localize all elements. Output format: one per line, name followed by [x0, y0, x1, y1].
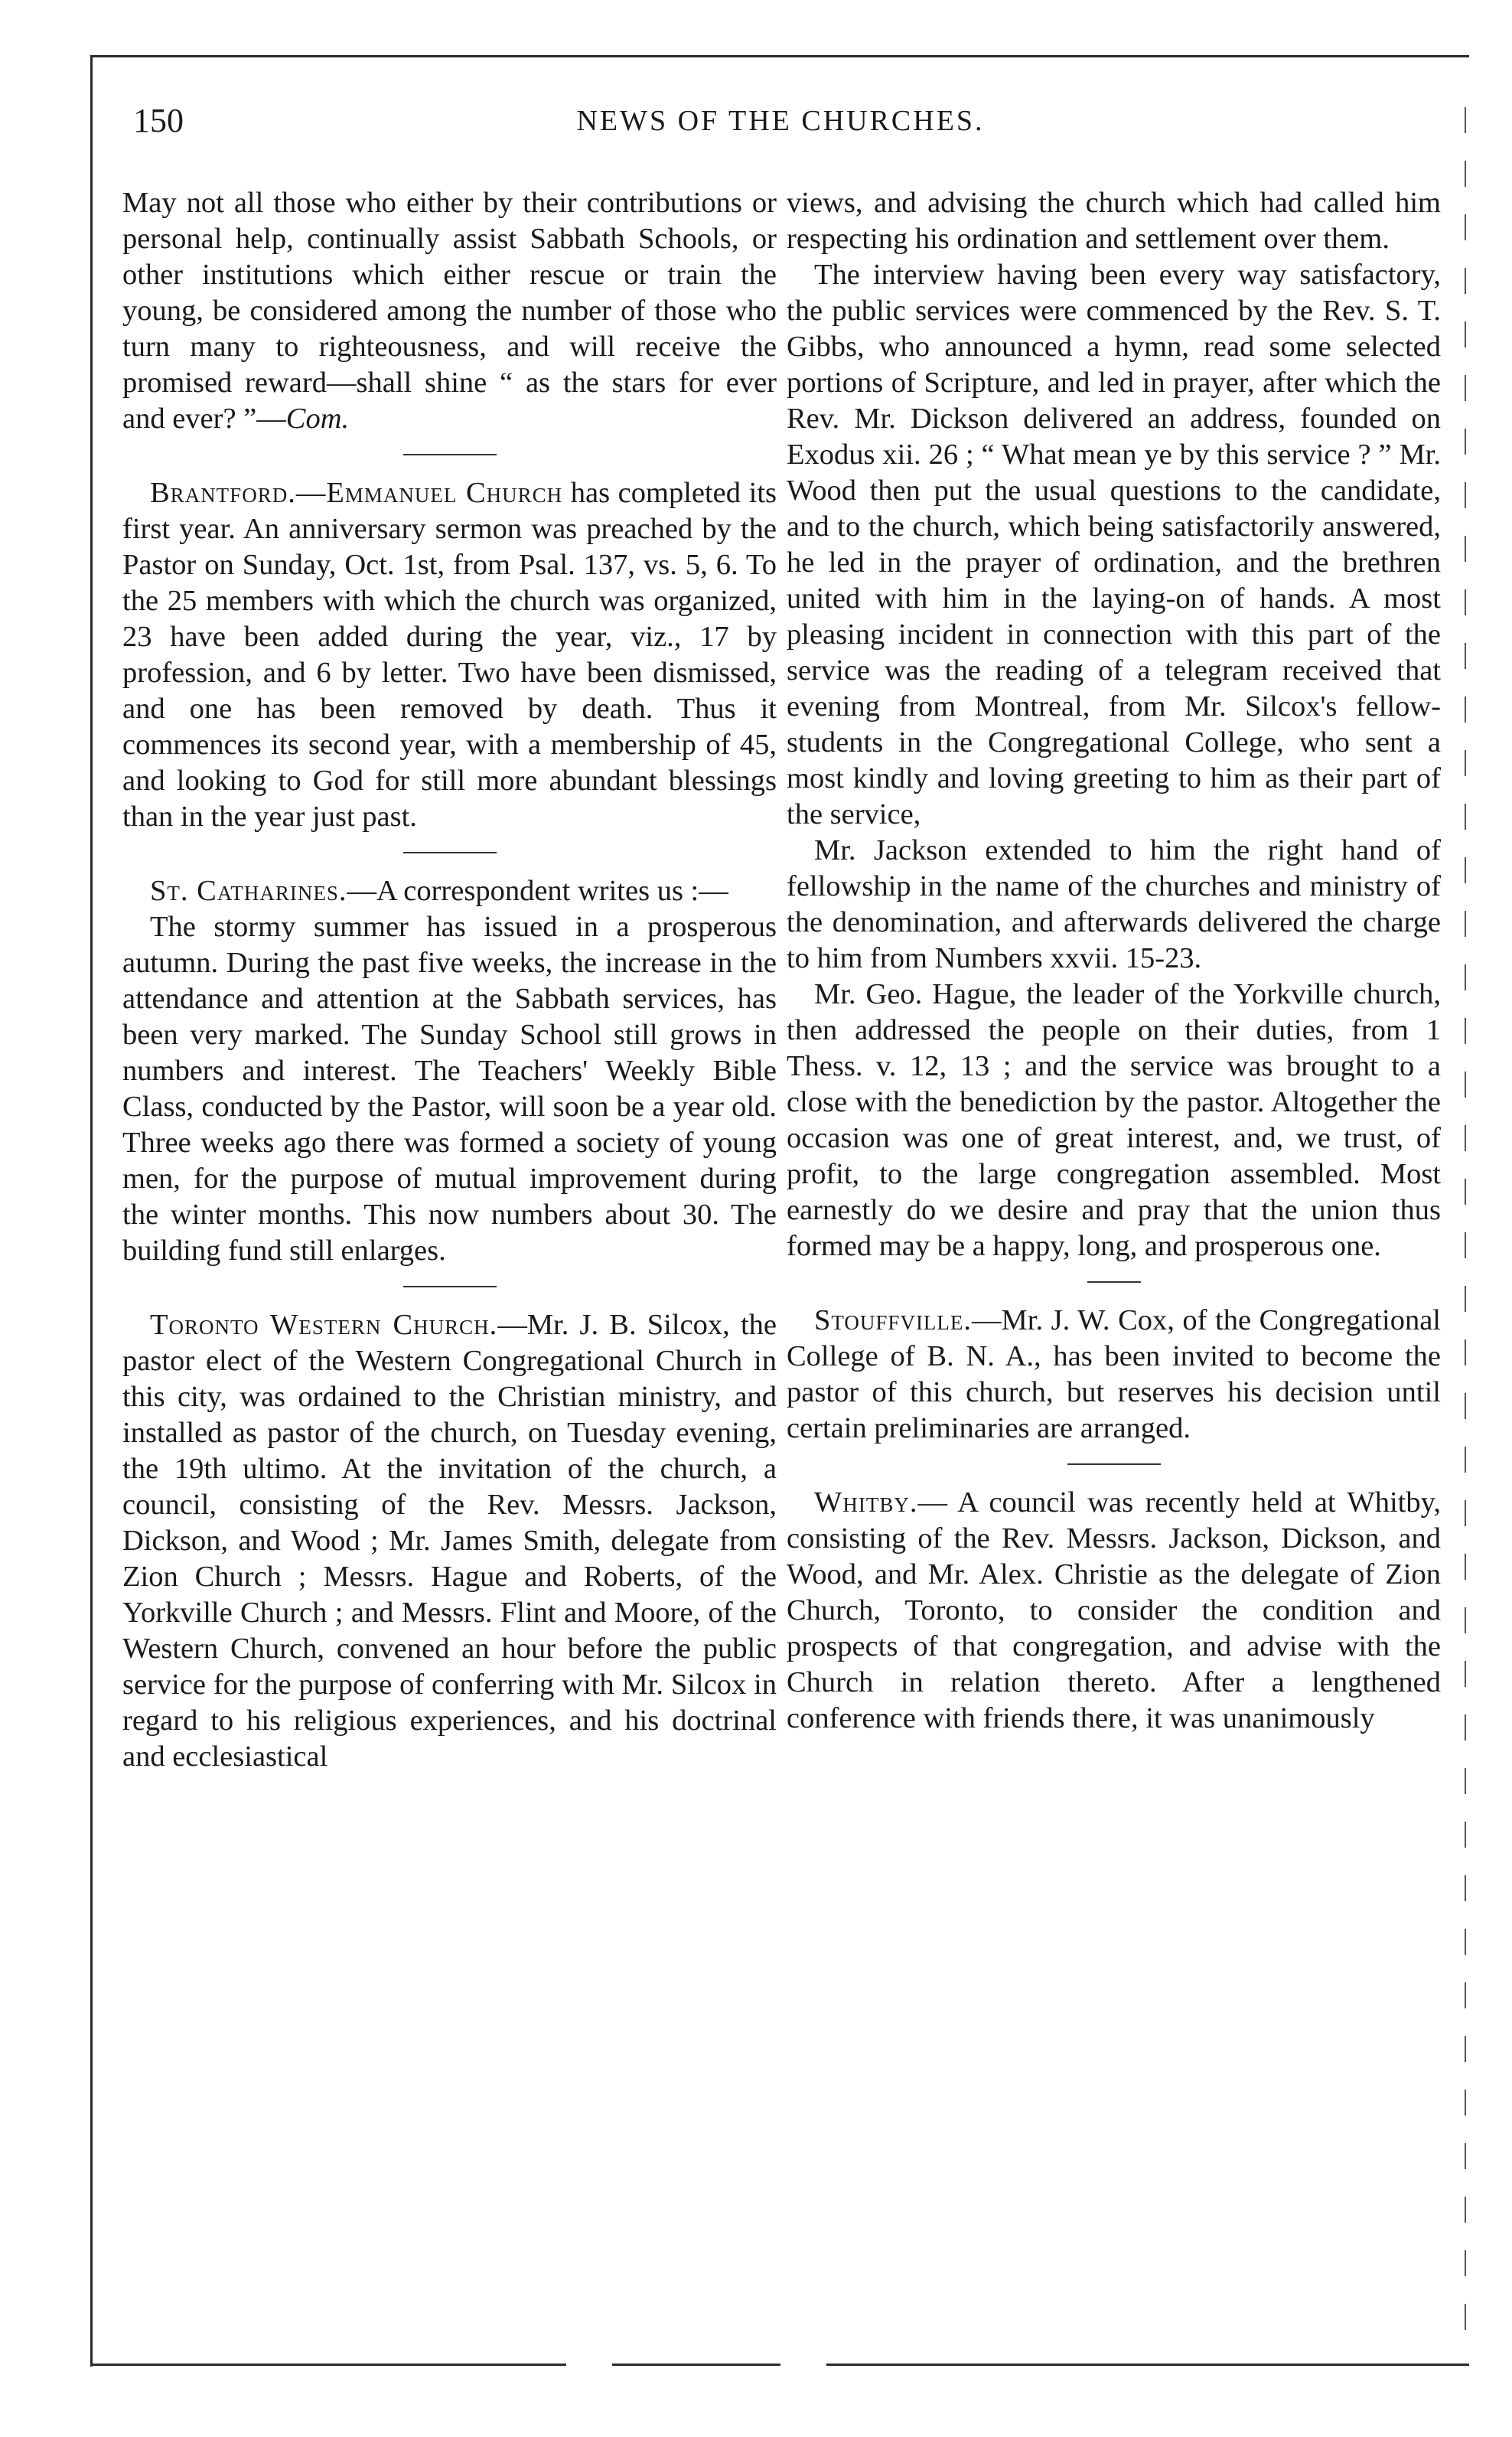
brantford-text: has completed its first year. An anniversary sermon was preached by the Pastor on Sunday, Oct. 1st, from Psal. 137, vs. 5, 6. To the 25 members with which the church was organized, 23 have been added during the year, viz., 17 by profession, and 6 by letter. Two have been dismissed, and one has been removed by death. Thus it commences its second year, with a membership of 45, and looking to God for still more abundant blessings than in the year just past. — [122, 477, 777, 833]
section-divider — [403, 454, 497, 455]
signature-com: Com. — [285, 403, 350, 435]
top-rule — [92, 55, 1469, 57]
public-services-paragraph: The interview having been every way satisfactory, the public services were commenced by the Rev. S. T. Gibbs, who announced a hymn, read some selected portions of Scripture, and led in prayer, after which the Rev. Mr. Dickson delivered an address, founded on Exodus xii. 26 ; “ What mean ye by this service ? ” Mr. Wood then put the usual questions to the candidate, and to the church, which being satisfactorily answered, he led in the prayer of ordination, and the brethren united with him in the laying-on of hands. A most pleasing incident in connection with this part of the service was the reading of a telegram received that evening from Montreal, from Mr. Silcox's fellow-students in the Congregational College, who sent a most kindly and loving greeting to him as their part of the service, — [787, 259, 1441, 830]
st-catharines-paragraph — [122, 873, 777, 909]
st-catharines-heading: St. Catharines. — [150, 875, 347, 907]
toronto-western-paragraph — [122, 1307, 777, 1775]
page-header — [115, 98, 1446, 144]
toronto-western-heading: Toronto Western Church. — [150, 1309, 498, 1341]
whitby-paragraph — [787, 1485, 1441, 1737]
ordination-continued: views, and advising the church which had called him respecting his ordination and settlement over them. — [787, 187, 1441, 255]
page-number: 150 — [133, 102, 184, 139]
section-divider — [1067, 1463, 1161, 1465]
sabbath-school-paragraph — [122, 185, 777, 437]
toronto-western-text: —Mr. J. B. Silcox, the pastor elect of the Western Congregational Church in this city, was ordained to the Christian ministry, and installed as pastor of the church, on Tuesday evening, the 19th ultimo. At the invitation of the church, a council, consisting of the Rev. Messrs. Jackson, Dickson, and Wood ; Mr. James Smith, delegate from Zion Church ; Messrs. Hague and Roberts, of the Yorkville Church ; and Messrs. Flint and Moore, of the Western Church, convened an hour before the public service for the purpose of conferring with Mr. Silcox in regard to his religious experiences, and his doctrinal and ecclesiastical — [122, 1309, 777, 1773]
brantford-paragraph — [122, 475, 777, 835]
right-hand-fellowship-paragraph: Mr. Jackson extended to him the right hand of fellowship in the name of the churches and ministry of the denomination, and afterwards delivered the charge to him from Numbers xxvii. 15-23. — [787, 834, 1441, 974]
right-rule — [1465, 107, 1466, 2342]
bottom-rule — [92, 2364, 1469, 2366]
st-catharines-letter: The stormy summer has issued in a prosperous autumn. During the past five weeks, the increase in the attendance and attention at the Sabbath services, has been very marked. The Sunday School still grows in numbers and interest. The Teachers' Weekly Bible Class, conducted by the Pastor, will soon be a year old. Three weeks ago there was formed a society of young men, for the purpose of mutual improvement during the winter months. This now numbers about 30. The building fund still enlarges. — [122, 911, 777, 1267]
sabbath-school-text: May not all those who either by their contributions or personal help, continually assist Sabbath Schools, or other institutions which either rescue or train the young, be considered among the number of those who turn many to righteousness, and will receive the promised reward—shall shine “ as the stars for ever and ever? ”— — [122, 187, 777, 435]
stouffville-paragraph — [787, 1303, 1441, 1447]
brantford-heading: Brantford.—Emmanuel Church — [150, 477, 563, 509]
whitby-heading: Whitby. — [814, 1486, 918, 1519]
left-rule — [90, 55, 93, 2367]
section-divider — [403, 1286, 497, 1287]
st-catharines-intro: —A correspondent writes us :— — [347, 875, 728, 907]
section-divider — [403, 852, 497, 853]
hague-address-paragraph: Mr. Geo. Hague, the leader of the Yorkville church, then addressed the people on their duties, from 1 Thess. v. 12, 13 ; and the service was brought to a close with the benediction by the pastor. Altogether the occasion was one of great interest, and, we trust, of profit, to the large congregation assembled. Most earnestly do we desire and pray that the union thus formed may be a happy, long, and prosperous one. — [787, 978, 1441, 1262]
running-title: NEWS OF THE CHURCHES. — [576, 105, 985, 137]
stouffville-text: —Mr. J. W. Cox, of the Congregational College of B. N. A., has been invited to become the pastor of this church, but reserves his decision until certain preliminaries are arranged. — [787, 1304, 1441, 1444]
right-column — [787, 185, 1441, 1737]
left-column — [122, 185, 777, 1775]
stouffville-heading: Stouffville. — [814, 1304, 973, 1336]
section-divider — [1087, 1281, 1141, 1283]
whitby-text: — A council was recently held at Whitby, consisting of the Rev. Messrs. Jackson, Dickson, and Wood, and Mr. Alex. Christie as the delegate of Zion Church, Toronto, to consider the condition and prospects of that congregation, and advise with the Church in relation thereto. After a lengthened conference with friends there, it was unanimously — [787, 1486, 1441, 1734]
